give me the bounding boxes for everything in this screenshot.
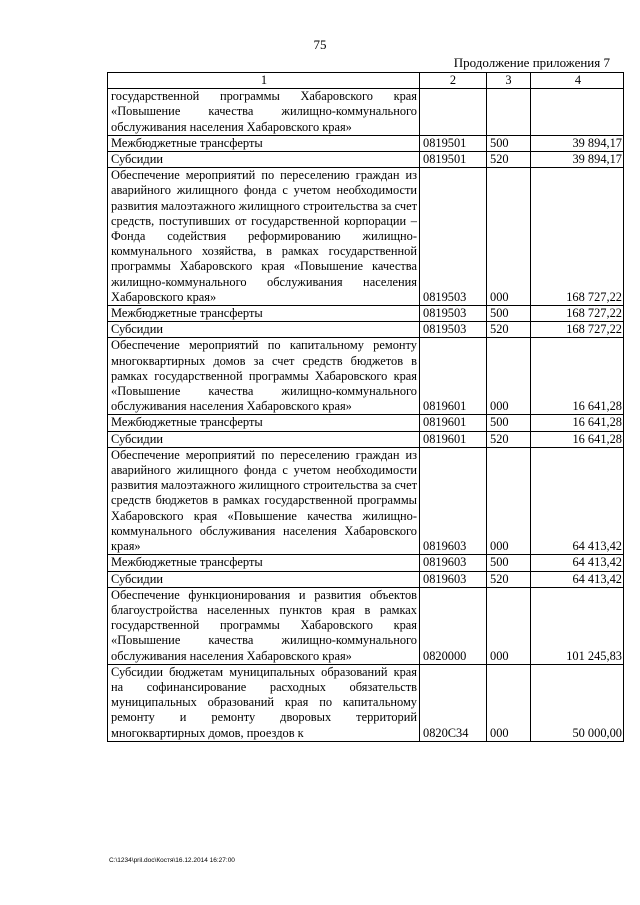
row-amount: 168 727,22 <box>531 306 624 322</box>
row-code: 0819503 <box>420 168 487 306</box>
header-col-3: 3 <box>487 73 531 89</box>
row-code <box>420 89 487 136</box>
row-type: 500 <box>487 555 531 571</box>
row-type: 500 <box>487 306 531 322</box>
table-row <box>108 571 624 587</box>
row-amount: 64 413,42 <box>531 555 624 571</box>
row-code: 0819601 <box>420 338 487 415</box>
row-type: 000 <box>487 168 531 306</box>
table-row <box>108 152 624 168</box>
table-row <box>108 415 624 431</box>
row-type: 500 <box>487 135 531 151</box>
table-row <box>108 135 624 151</box>
row-type: 520 <box>487 431 531 447</box>
row-name: Межбюджетные трансферты <box>108 135 420 151</box>
row-name: государственной программы Хабаровского края «Повышение качества жилищно-коммунального обслуживания населения Хабаровского края» <box>108 89 420 136</box>
row-amount: 50 000,00 <box>531 664 624 741</box>
row-type: 520 <box>487 322 531 338</box>
row-name: Межбюджетные трансферты <box>108 555 420 571</box>
row-code: 0819603 <box>420 447 487 554</box>
row-type: 520 <box>487 152 531 168</box>
table-row <box>108 338 624 415</box>
row-amount: 64 413,42 <box>531 447 624 554</box>
row-name: Обеспечение мероприятий по переселению граждан из аварийного жилищного фонда с учетом необходимости развития малоэтажного жилищного строительства за счет средств, поступивших от государственной корпорации – Фонда содействия реформированию жилищно-коммунального хозяйства, в рамках государственной программы Хабаровского края «Повышение качества жилищно-коммунального обслуживания населения Хабаровского края» <box>108 168 420 306</box>
row-code: 0819603 <box>420 571 487 587</box>
row-code: 0819601 <box>420 431 487 447</box>
row-type: 000 <box>487 447 531 554</box>
continuation-label: Продолжение приложения 7 <box>453 55 610 70</box>
row-name: Межбюджетные трансферты <box>108 415 420 431</box>
row-name: Субсидии <box>108 152 420 168</box>
row-code: 0819603 <box>420 555 487 571</box>
row-name: Субсидии <box>108 431 420 447</box>
table-row <box>108 168 624 306</box>
row-type: 000 <box>487 338 531 415</box>
table-row <box>108 587 624 664</box>
header-col-4: 4 <box>531 73 624 89</box>
row-code: 0819503 <box>420 306 487 322</box>
file-path-footer: C:\1234\pril.doc\Костя\16.12.2014 16:27:00 <box>109 857 235 864</box>
row-type <box>487 89 531 136</box>
row-amount: 168 727,22 <box>531 168 624 306</box>
row-amount: 16 641,28 <box>531 338 624 415</box>
row-code: 0819501 <box>420 135 487 151</box>
table-row <box>108 664 624 741</box>
table-row <box>108 431 624 447</box>
row-amount: 39 894,17 <box>531 152 624 168</box>
row-amount: 16 641,28 <box>531 415 624 431</box>
row-type: 500 <box>487 415 531 431</box>
row-amount: 64 413,42 <box>531 571 624 587</box>
row-type: 000 <box>487 587 531 664</box>
row-amount: 101 245,83 <box>531 587 624 664</box>
table-row <box>108 89 624 136</box>
row-amount <box>531 89 624 136</box>
table-row <box>108 322 624 338</box>
header-col-1: 1 <box>108 73 420 89</box>
row-name: Межбюджетные трансферты <box>108 306 420 322</box>
row-type: 520 <box>487 571 531 587</box>
row-name: Субсидии <box>108 571 420 587</box>
row-name: Обеспечение функционирования и развития объектов благоустройства населенных пунктов края в рамках государственной программы Хабаровского края «Повышение качества жилищно-коммунального обслуживания населения Хабаровского края» <box>108 587 420 664</box>
row-name: Обеспечение мероприятий по капитальному ремонту многоквартирных домов за счет средств бюджетов в рамках государственной программы Хабаровского края «Повышение качества жилищно-коммунального обслуживания населения Хабаровского края» <box>108 338 420 415</box>
row-code: 0819501 <box>420 152 487 168</box>
row-amount: 16 641,28 <box>531 431 624 447</box>
page-number: 75 <box>313 37 327 52</box>
row-code: 0820000 <box>420 587 487 664</box>
row-code: 0819503 <box>420 322 487 338</box>
row-amount: 168 727,22 <box>531 322 624 338</box>
budget-table <box>107 72 624 742</box>
table-row <box>108 306 624 322</box>
row-amount: 39 894,17 <box>531 135 624 151</box>
table-row <box>108 555 624 571</box>
row-code: 0820С34 <box>420 664 487 741</box>
table-header-row <box>108 73 624 89</box>
row-name: Субсидии <box>108 322 420 338</box>
table-row <box>108 447 624 554</box>
row-name: Обеспечение мероприятий по переселению граждан из аварийного жилищного фонда с учетом необходимости развития малоэтажного жилищного строительства за счет средств бюджетов в рамках государственной программы Хабаровского края «Повышение качества жилищно-коммунального обслуживания населения Хабаровского края» <box>108 447 420 554</box>
header-col-2: 2 <box>420 73 487 89</box>
row-code: 0819601 <box>420 415 487 431</box>
row-name: Субсидии бюджетам муниципальных образований края на софинансирование расходных обязательств муниципальных образований края по капитальному ремонту и ремонту дворовых территорий многоквартирных домов, проездов к <box>108 664 420 741</box>
row-type: 000 <box>487 664 531 741</box>
